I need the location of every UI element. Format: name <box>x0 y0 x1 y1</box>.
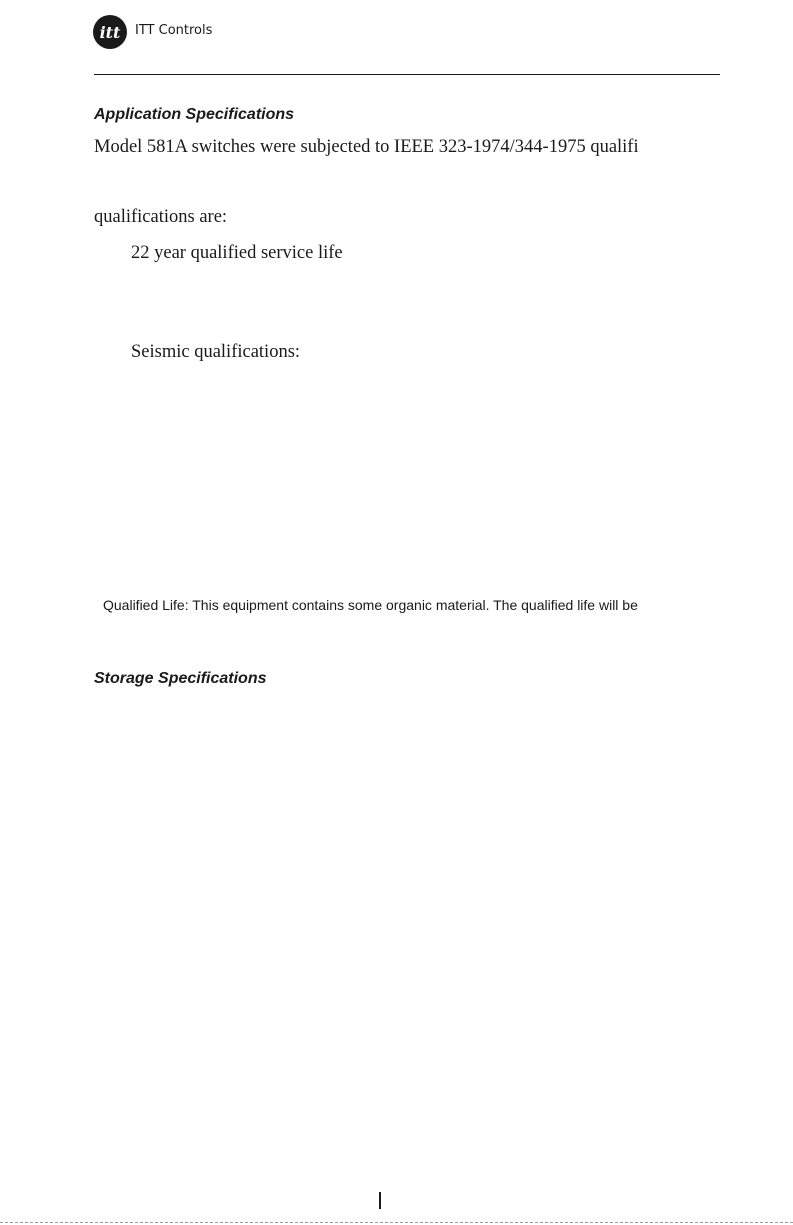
service-life-item: 22 year qualified service life <box>131 243 343 263</box>
brand-name: ITT Controls <box>135 23 213 38</box>
itt-logo <box>92 14 128 50</box>
qualified-life-note: Qualified Life: This equipment contains some organic material. The qualified life will be <box>103 597 638 613</box>
application-specifications-heading: Application Specifications <box>94 106 295 123</box>
bottom-divider <box>0 1222 793 1223</box>
seismic-qualifications-item: Seismic qualifications: <box>131 342 301 362</box>
page-marker <box>379 1192 381 1209</box>
storage-specifications-heading: Storage Specifications <box>94 670 267 687</box>
qualifications-lead-text: qualifications are: <box>94 207 228 227</box>
logo-text: itt <box>99 23 121 42</box>
application-intro-text: Model 581A switches were subjected to IEEE 323-1974/344-1975 qualifi <box>94 137 639 157</box>
header-divider <box>94 74 720 75</box>
